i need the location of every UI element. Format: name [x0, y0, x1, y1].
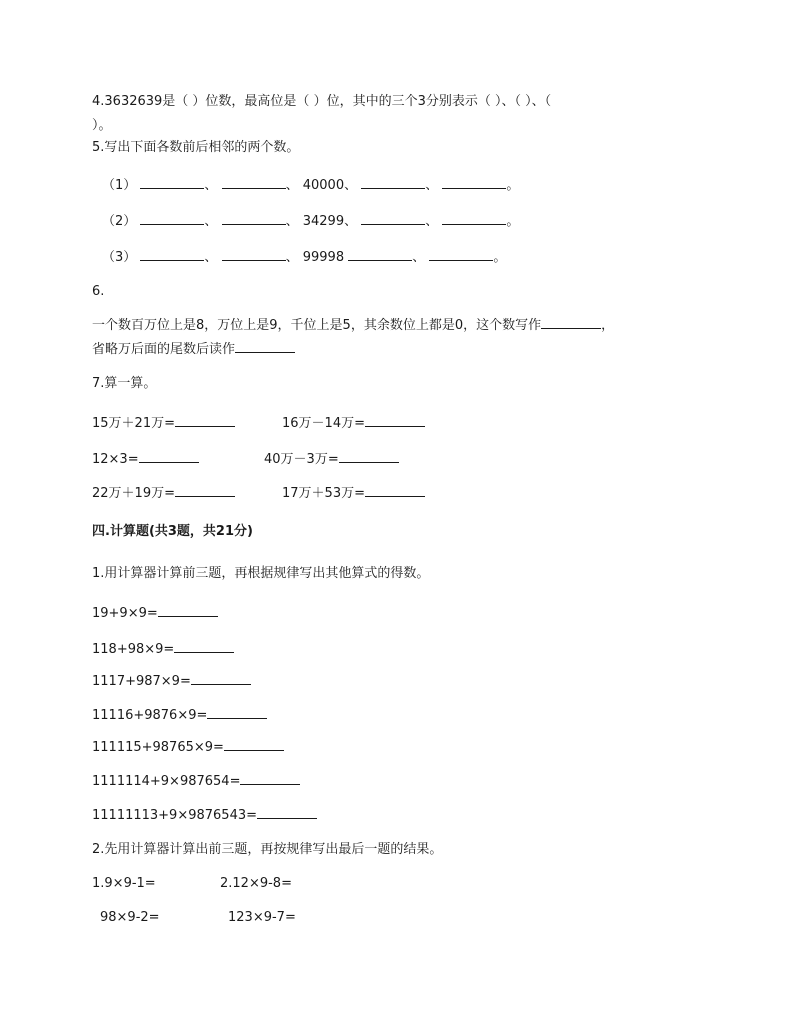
answer-blank[interactable]: [175, 484, 235, 497]
q5-row-label: （1）: [102, 178, 137, 193]
q5-row-number: 99998: [302, 250, 345, 265]
answer-blank[interactable]: [175, 414, 235, 427]
c1-item: 1117+987×9=: [92, 672, 251, 690]
q6-number: 6.: [92, 284, 105, 299]
answer-blank[interactable]: [207, 706, 267, 719]
answer-blank[interactable]: [442, 176, 506, 189]
q5-row-number: 40000: [302, 178, 345, 193]
q5-row-label: （2）: [102, 214, 137, 229]
q7-item: 16万－14万=: [282, 414, 425, 432]
q7-title: 7.算一算。: [92, 376, 157, 391]
q5-row-1: （1） 、 、 40000、 、 。: [102, 178, 520, 193]
answer-blank[interactable]: [139, 450, 199, 463]
q5-title: 5.写出下面各数前后相邻的两个数。: [92, 140, 300, 155]
answer-blank[interactable]: [541, 316, 601, 329]
c2-item: 1.9×9-1=: [92, 876, 156, 891]
q7-item: 12×3=: [92, 450, 199, 468]
answer-blank[interactable]: [365, 414, 425, 427]
q6-line2: 省略万后面的尾数后读作: [92, 340, 295, 358]
answer-blank[interactable]: [140, 248, 204, 261]
c1-item: 11116+9876×9=: [92, 706, 267, 724]
answer-blank[interactable]: [348, 248, 412, 261]
c1-item: 19+9×9=: [92, 604, 218, 622]
q4-line1: 4.3632639是（ ）位数，最高位是（ ）位，其中的三个3分别表示（ ）、（ ）、（: [92, 94, 552, 109]
answer-blank[interactable]: [235, 340, 295, 353]
answer-blank[interactable]: [158, 604, 218, 617]
c2-title: 2.先用计算器计算出前三题，再按规律写出最后一题的结果。: [92, 842, 443, 857]
q6-line1: 一个数百万位上是8，万位上是9，千位上是5，其余数位上都是0，这个数写作 ，: [92, 318, 615, 333]
q7-item: 15万＋21万=: [92, 414, 235, 432]
c2-item: 98×9-2=: [100, 910, 160, 925]
answer-blank[interactable]: [140, 212, 204, 225]
q7-item: 40万－3万=: [264, 450, 399, 468]
answer-blank[interactable]: [222, 212, 286, 225]
answer-blank[interactable]: [339, 450, 399, 463]
answer-blank[interactable]: [224, 738, 284, 751]
q4-line2: ）。: [92, 118, 112, 133]
answer-blank[interactable]: [222, 248, 286, 261]
section-heading: 四.计算题(共3题，共21分): [92, 524, 253, 539]
answer-blank[interactable]: [361, 176, 425, 189]
answer-blank[interactable]: [240, 772, 300, 785]
c1-item: 111115+98765×9=: [92, 738, 284, 756]
answer-blank[interactable]: [442, 212, 506, 225]
answer-blank[interactable]: [365, 484, 425, 497]
answer-blank[interactable]: [429, 248, 493, 261]
q5-row-label: （3）: [102, 250, 137, 265]
c2-item: 2.12×9-8=: [220, 876, 292, 891]
q7-item: 22万＋19万=: [92, 484, 235, 502]
c1-item: 1111114+9×987654=: [92, 772, 300, 790]
answer-blank[interactable]: [222, 176, 286, 189]
q7-item: 17万＋53万=: [282, 484, 425, 502]
answer-blank[interactable]: [257, 806, 317, 819]
q5-row-number: 34299: [302, 214, 345, 229]
q5-row-2: （2） 、 、 34299、 、 。: [102, 214, 520, 229]
q5-row-3: （3） 、 、 99998 、 。: [102, 250, 507, 265]
answer-blank[interactable]: [174, 640, 234, 653]
c1-title: 1.用计算器计算前三题，再根据规律写出其他算式的得数。: [92, 566, 430, 581]
answer-blank[interactable]: [140, 176, 204, 189]
answer-blank[interactable]: [361, 212, 425, 225]
answer-blank[interactable]: [191, 672, 251, 685]
c2-item: 123×9-7=: [228, 910, 296, 925]
c1-item: 11111113+9×9876543=: [92, 806, 317, 824]
c1-item: 118+98×9=: [92, 640, 234, 658]
